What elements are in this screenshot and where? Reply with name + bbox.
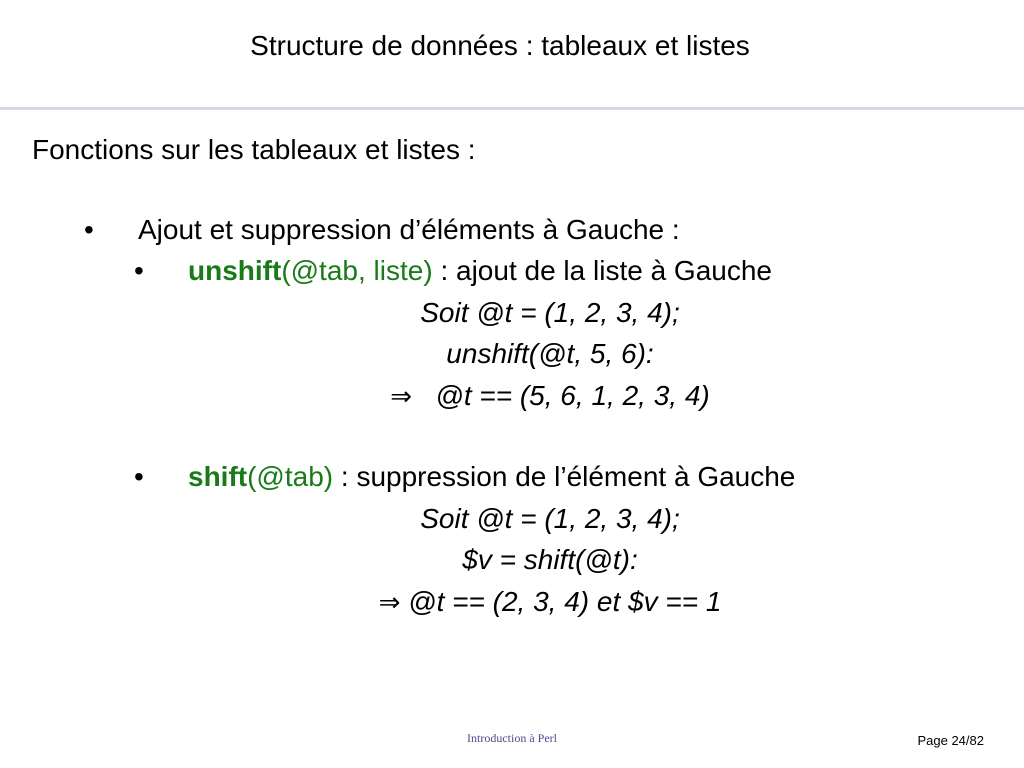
shift-result-line [0, 584, 1024, 621]
unshift-result: @t == (5, 6, 1, 2, 3, 4) [435, 380, 710, 411]
implies-arrow-icon: ⇒ [390, 382, 413, 412]
bullet-marker: • [134, 461, 144, 492]
page-number: Page 24/82 [917, 733, 984, 748]
bullet-marker: • [84, 214, 94, 245]
shift-code-line-1: Soit @t = (1, 2, 3, 4); [420, 503, 680, 534]
title-divider [0, 107, 1024, 110]
shift-args: (@tab) [247, 461, 334, 492]
shift-description: : suppression de l’élément à Gauche [333, 461, 796, 492]
shift-function-name: shift [188, 461, 248, 492]
unshift-args: (@tab, liste) [281, 255, 433, 286]
shift-code-line-2: $v = shift(@t): [462, 544, 638, 575]
shift-result: @t == (2, 3, 4) et $v == 1 [408, 586, 722, 617]
unshift-result-line [0, 378, 1024, 415]
unshift-description: : ajout de la liste à Gauche [432, 255, 772, 286]
unshift-line [188, 253, 772, 289]
implies-arrow-icon: ⇒ [378, 588, 401, 618]
shift-line [188, 459, 795, 495]
section-heading: Fonctions sur les tableaux et listes : [32, 134, 476, 165]
slide-title: Structure de données : tableaux et listes [250, 30, 750, 61]
footer-course-title: Introduction à Perl [467, 731, 557, 745]
unshift-code-line-2: unshift(@t, 5, 6): [446, 338, 654, 369]
unshift-function-name: unshift [188, 255, 282, 286]
unshift-code-line-1: Soit @t = (1, 2, 3, 4); [420, 297, 680, 328]
section-bullet-text: Ajout et suppression d’éléments à Gauche : [138, 214, 680, 245]
bullet-marker: • [134, 255, 144, 286]
